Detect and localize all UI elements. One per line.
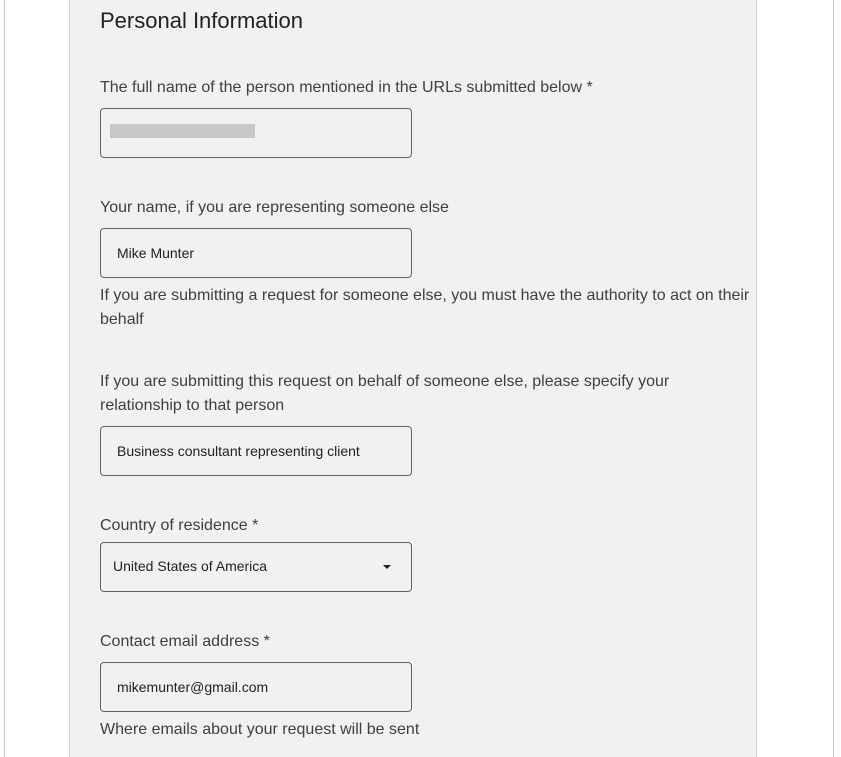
email-input[interactable]	[100, 662, 412, 712]
country-selected-value: United States of America	[113, 558, 268, 574]
section-title: Personal Information	[100, 8, 303, 33]
country-label: Country of residence *	[100, 517, 259, 534]
email-label: Contact email address *	[100, 633, 270, 650]
your-name-label: Your name, if you are representing someone else	[100, 199, 449, 216]
country-select[interactable]	[100, 542, 412, 592]
redacted-value	[110, 124, 255, 138]
relationship-input[interactable]	[100, 426, 412, 476]
full-name-field[interactable]	[100, 108, 412, 158]
your-name-input[interactable]	[100, 228, 412, 278]
your-name-helper: If you are submitting a request for someone else, you must have the authority to act on their behalf	[100, 287, 750, 328]
dropdown-arrow-icon	[383, 565, 391, 569]
full-name-label: The full name of the person mentioned in the URLs submitted below *	[100, 79, 593, 96]
email-helper: Where emails about your request will be sent	[100, 721, 420, 738]
relationship-label: If you are submitting this request on behalf of someone else, please specify your relationship to that person	[100, 373, 670, 414]
